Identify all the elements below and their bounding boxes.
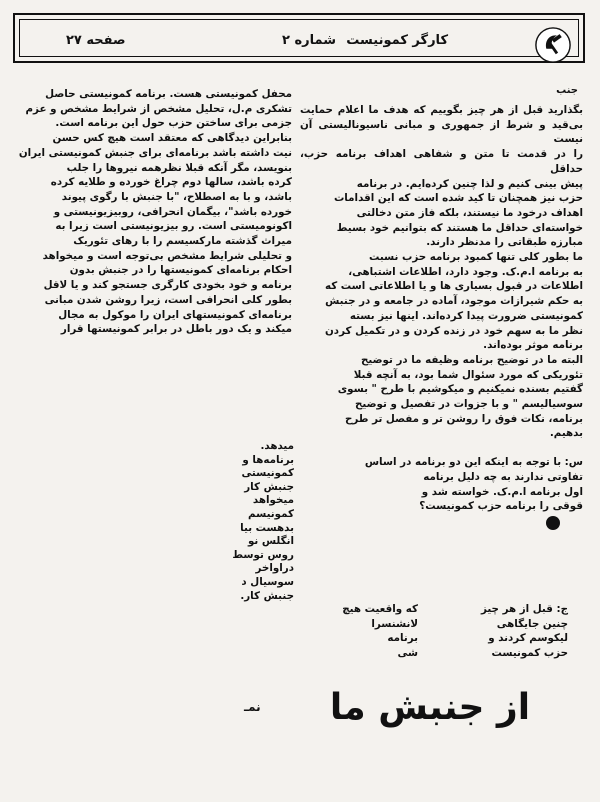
left-line: بطور کلی انحرافی است، زیرا روشن شدن مبانی	[44, 293, 292, 306]
narrow-line: بدهست بیا	[240, 521, 294, 534]
left-line: محفل کمونیستی هست. برنامه کمونیستی حاصل	[45, 88, 292, 100]
narrow-line: جنبش کار	[244, 480, 294, 493]
narrow-line: سوسیال د	[241, 575, 294, 588]
left-line: میراث گذشته مارکسیسم را با رهای تئوریک	[73, 235, 292, 248]
right-line: نظر ما به سهم خود در زنده کردن و در تکمیل کردن	[325, 324, 583, 337]
question-bullet-icon	[546, 516, 560, 530]
page-number: صفحه ۲۷	[66, 33, 126, 48]
narrow-line: دراواخر	[255, 562, 294, 575]
answer-line: شی	[397, 646, 418, 659]
left-line: باشد، و با به اصطلاح، "با جنبش با رگوی پیوند	[61, 190, 292, 203]
answer-line: لیکوسم کردند و	[488, 632, 568, 644]
narrow-line: جنبش کار.	[240, 589, 294, 602]
left-line: برنامه و خود بخودی کارگری جستجو کند و یا لاقل	[43, 279, 292, 292]
right-line: اطلاعات در قبول بسیاری ها و یا اطلاعاتی است که	[324, 280, 583, 293]
left-line: خورده باشد"، بیگمان انحرافی، روبیزیونیستی و	[53, 205, 292, 218]
small-mark: نمـ	[244, 700, 261, 714]
answer-line: چنین جایگاهی	[496, 617, 568, 630]
narrow-line: میدهد.	[260, 440, 294, 452]
right-line: برنامه، نکات فوق را روشن تر و مفصل تر طرح	[344, 412, 583, 425]
section-heading: از جنبش ما	[329, 687, 531, 728]
right-line: گفتیم بسنده نمیکنیم و میکوشیم با طرح " بسوی	[337, 383, 583, 396]
right-line: سوسیالیسم " و با جزوات در تفصیل و توضیح	[354, 398, 583, 411]
right-line: البته ما در توضیح برنامه وظیفه ما در توضیح	[360, 353, 583, 366]
narrow-line: انگلس نو	[247, 535, 294, 548]
issue-number: شماره ۲	[282, 33, 337, 48]
right-line: بدهیم.	[549, 427, 583, 440]
left-line: بنابراین دیدگاهی که معتقد است هیچ کس حسن	[52, 132, 292, 145]
right-line: خواسته‌ای حداقل ما هستند که بتوانیم خود بسیط	[336, 221, 583, 234]
answer-line: که واقعیت هیچ	[342, 603, 418, 615]
left-column	[12, 87, 292, 427]
narrow-line: برنامه‌ها و	[242, 453, 294, 466]
right-line: ما بطور کلی تنها کمبود برنامه حزب نسبت	[368, 251, 583, 264]
right-line: پیش بینی کنیم و لذا چنین کرده‌ایم. در برنامه	[356, 177, 583, 190]
question-line: س: با توجه به اینکه این دو برنامه در اساس	[364, 456, 583, 469]
narrow-line: کمونیستی	[241, 467, 294, 480]
hammer-sickle-icon	[534, 26, 572, 64]
narrow-line: کمونیسم	[248, 507, 294, 520]
right-line: مبارزه طبقاتی را مدنظر دارند.	[426, 236, 583, 249]
narrow-line: روس توسط	[232, 548, 294, 561]
right-line: حزب نیز همچنان تا کید شده است که این اقدامات	[333, 192, 583, 205]
right-line: تئوریکی که مورد سئوال شما بود، به آنچه قبلا	[353, 368, 583, 381]
right-line: اهداف درخود ما نیستند، بلکه فاز متن دخالتی	[356, 206, 583, 219]
right-line: کمونیستی ضرورت پیدا کرده‌اند. اینها نیز بسته	[349, 309, 583, 322]
left-line: میکند و یک دور باطل در برابر کمونیستها قرار	[60, 323, 292, 336]
left-line: کرده باشد، سالها دوم چراغ خورده و طلایه کرده	[50, 176, 292, 189]
right-line: بگذارید قبل از هر چیز بگوییم که هدف ما اعلام حمایت بی‌قید و شرط از جمهوری و مبانی ناسیونالیستی آن نیست	[300, 104, 583, 146]
question-line: اول برنامه ا.م.ک. خواسته شد و	[421, 485, 583, 498]
answer-line: حزب کمونیست	[491, 646, 568, 659]
section-mark: جنب	[556, 85, 578, 96]
right-column	[300, 103, 583, 608]
left-line: برنامه‌ای کمونیستهای ایران را موکول به مجال	[58, 308, 292, 321]
narrow-line: میخواهد	[252, 494, 294, 507]
masthead-title: کارگر کمونیست	[346, 33, 448, 48]
answer-line: لانشنسرا	[371, 617, 418, 630]
left-line: و تحلیلی شرایط مشخص بی‌توجه است و میخواهد	[42, 249, 292, 262]
right-line: به حکم شیرازات موجود، آماده در جامعه و در جنبش	[325, 295, 583, 308]
left-line: احکام برنامه‌ای کمونیستها را در جنبش بدون	[69, 264, 292, 277]
right-line: به برنامه ا.م.ک. وجود دارد، اطلاعات اشتباهی،	[348, 265, 583, 278]
answer-line: ج: قبل از هر چیز	[480, 603, 568, 615]
narrow-column	[222, 440, 294, 680]
answer-line: برنامه	[387, 632, 418, 644]
left-line: تشکری م.ل، تحلیل مشخص از شرایط مشخص و عزم	[25, 102, 292, 115]
right-line: برنامه موثر بوده‌اند.	[483, 339, 583, 352]
right-line: را در قدمت تا متن و شفاهی اهداف برنامه حزب، حداقل	[300, 148, 583, 175]
left-line: بنویسد، مگر آنکه قبلا نظرهمه نیروها را جلب	[66, 161, 292, 174]
question-line: قوقی را برنامه حزب کمونیست؟	[419, 500, 583, 513]
masthead-box	[13, 13, 585, 63]
left-line: اکونومیستی است. رو بیزیونیستی است زیرا به	[55, 220, 292, 233]
answer-right-lines	[428, 602, 568, 660]
left-line: نیت داشته باشد برنامه‌ای برای جنبش کمونیستی ایران	[18, 146, 292, 159]
question-line: تفاوتی ندارند به چه دلیل برنامه	[423, 470, 583, 483]
left-line: جزمی برای ساختن حزب حول این برنامه است.	[55, 117, 292, 130]
masthead-inner-border	[19, 19, 579, 57]
